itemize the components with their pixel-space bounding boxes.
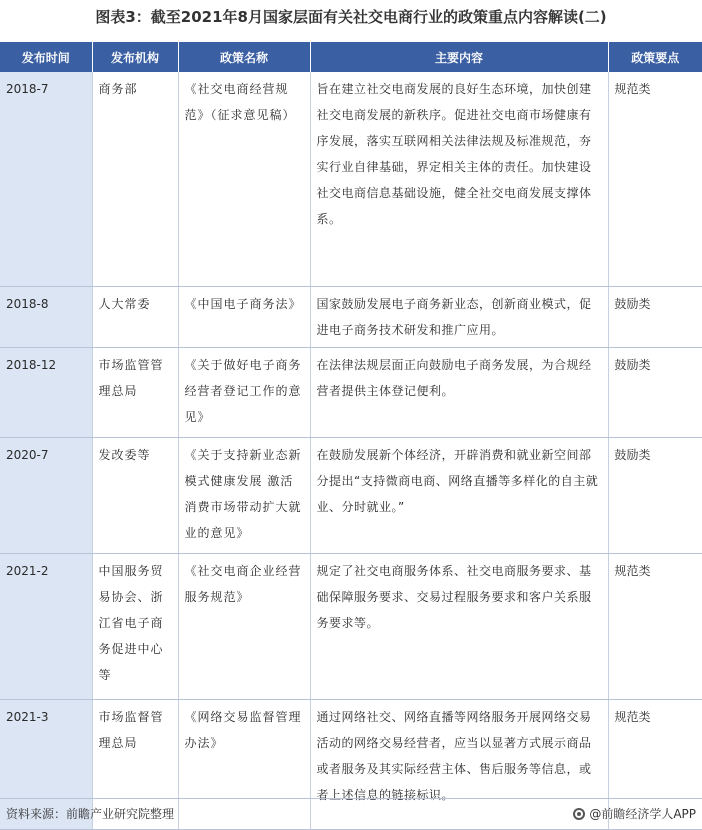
cell-agency: 中国服务贸易协会、浙江省电子商务促进中心等 xyxy=(92,553,178,699)
cell-content: 国家鼓励发展电子商务新业态，创新商业模式，促进电子商务技术研发和推广应用。 xyxy=(310,286,608,347)
cell-policy: 《关于支持新业态新模式健康发展 激活消费市场带动扩大就业的意见》 xyxy=(178,437,310,553)
cell-content: 通过网络社交、网络直播等网络服务开展网络交易活动的网络交易经营者，应当以显著方式展示商品或者服务及其实际经营主体、售后服务等信息，或者上述信息的链接标识。 xyxy=(310,699,608,829)
cell-policy: 《中国电子商务法》 xyxy=(178,286,310,347)
cell-policy: 《社交电商企业经营服务规范》 xyxy=(178,553,310,699)
cell-point: 鼓励类 xyxy=(608,437,702,553)
table-row xyxy=(0,347,702,437)
cell-date: 2021-3 xyxy=(0,699,92,829)
cell-content: 旨在建立社交电商发展的良好生态环境，加快创建社交电商发展的新秩序。促进社交电商市场健康有序发展，落实互联网相关法律法规及标准规范，夯实行业自律基础，界定相关主体的责任。加快建设社交电商信息基础设施，健全社交电商发展支撑体系。 xyxy=(310,72,608,286)
page-title: 图表3：截至2021年8月国家层面有关社交电商行业的政策重点内容解读(二) xyxy=(95,8,607,26)
table-row xyxy=(0,437,702,553)
cell-point: 规范类 xyxy=(608,553,702,699)
table-row xyxy=(0,553,702,699)
brand-label: @前瞻经济学人APP xyxy=(589,807,696,821)
cell-date: 2021-2 xyxy=(0,553,92,699)
qianzhan-logo-icon xyxy=(573,808,585,820)
cell-agency: 市场监管管理总局 xyxy=(92,347,178,437)
cell-point: 鼓励类 xyxy=(608,286,702,347)
cell-point: 规范类 xyxy=(608,72,702,286)
cell-content: 在鼓励发展新个体经济，开辟消费和就业新空间部分提出“支持微商电商、网络直播等多样化的自主就业、分时就业。” xyxy=(310,437,608,553)
table-row xyxy=(0,286,702,347)
cell-agency: 发改委等 xyxy=(92,437,178,553)
cell-agency: 人大常委 xyxy=(92,286,178,347)
column-header-policy: 政策名称 xyxy=(178,42,310,72)
cell-policy: 《社交电商经营规范》（征求意见稿） xyxy=(178,72,310,286)
column-header-agency: 发布机构 xyxy=(92,42,178,72)
column-header-point: 政策要点 xyxy=(608,42,702,72)
cell-policy: 《网络交易监督管理办法》 xyxy=(178,699,310,829)
table-header xyxy=(0,42,702,72)
footer xyxy=(0,798,702,829)
brand-credit xyxy=(573,805,696,822)
cell-point: 规范类 xyxy=(608,699,702,829)
cell-date: 2018-12 xyxy=(0,347,92,437)
column-header-date: 发布时间 xyxy=(0,42,92,72)
cell-content: 规定了社交电商服务体系、社交电商服务要求、基础保障服务要求、交易过程服务要求和客户关系服务要求等。 xyxy=(310,553,608,699)
column-header-content: 主要内容 xyxy=(310,42,608,72)
cell-content: 在法律法规层面正向鼓励电子商务发展，为合规经营者提供主体登记便利。 xyxy=(310,347,608,437)
cell-date: 2018-7 xyxy=(0,72,92,286)
policy-table xyxy=(0,42,702,830)
cell-agency: 市场监督管理总局 xyxy=(92,699,178,829)
cell-agency: 商务部 xyxy=(92,72,178,286)
cell-point: 鼓励类 xyxy=(608,347,702,437)
table-row xyxy=(0,72,702,286)
cell-policy: 《关于做好电子商务经营者登记工作的意见》 xyxy=(178,347,310,437)
cell-date: 2018-8 xyxy=(0,286,92,347)
cell-date: 2020-7 xyxy=(0,437,92,553)
source-note: 资料来源：前瞻产业研究院整理 xyxy=(6,807,175,821)
